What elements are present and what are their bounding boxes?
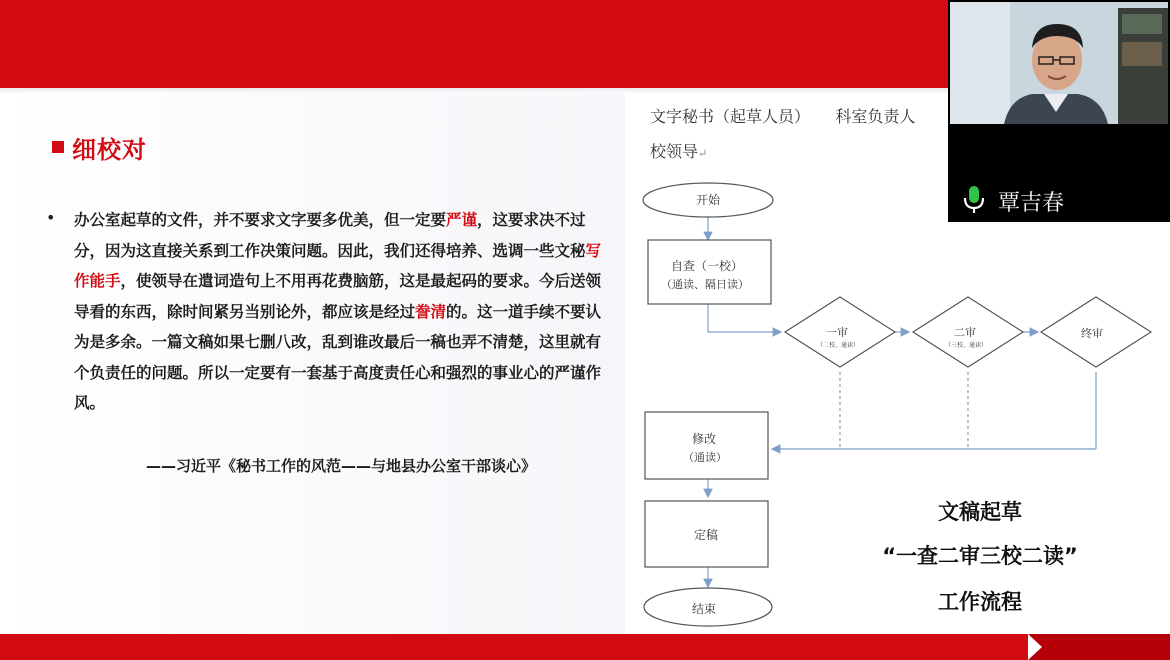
microphone-icon[interactable] (960, 184, 988, 214)
self-check-label: 自查（一校） (671, 259, 744, 273)
self-check-sublabel: （通读、隔日读） (661, 278, 749, 291)
video-feed (950, 2, 1168, 124)
review2-label: 二审 (954, 326, 976, 339)
return-mark: ↵ (698, 147, 708, 160)
slide-paragraph (74, 205, 609, 419)
bottom-arrow-decoration (1028, 634, 1042, 660)
bottom-banner-notch (1030, 634, 1170, 660)
caption-line-1: 文稿起草 (938, 500, 1022, 524)
section-title: 细校对 (72, 136, 147, 164)
highlight-text: 誊清 (415, 302, 447, 321)
flow-header-leader-text: 校领导 (650, 142, 699, 161)
caption-line-3: 工作流程 (938, 590, 1022, 614)
flow-header-roles: 文字秘书（起草人员） 科室负责人 (650, 107, 916, 126)
end-label: 结束 (692, 602, 717, 616)
quote-attribution: ——习近平《秘书工作的风范——与地县办公室干部谈心》 (146, 457, 537, 475)
finalize-label: 定稿 (694, 528, 719, 542)
review1-sublabel: （二校、通读） (817, 342, 860, 349)
highlight-text: 严谨 (446, 211, 478, 229)
review2-sublabel: （三校、通读） (945, 342, 988, 349)
review1-label: 一审 (826, 326, 848, 339)
bottom-red-banner (0, 634, 1170, 660)
speaker-video-image (950, 2, 1168, 124)
speaker-name: 覃吉春 (998, 191, 1065, 216)
revise-sublabel: （通读） (683, 451, 727, 464)
paragraph-text: ，使领导在遣词造句上不用再花费脑筋，这是最起码的要求。今后送领导看的东西，除时间紧另当别论外，都应该是经过 (74, 272, 602, 321)
paragraph-text: ，这要求决不过分，因为这直接关系到工作决策问题。因此，我们还得培养、选调一些文秘 (74, 211, 586, 260)
paragraph-bullet: • (46, 208, 56, 227)
revise-label: 修改 (692, 432, 717, 446)
heading-bullet-square (52, 141, 64, 153)
start-label: 开始 (696, 193, 721, 207)
caption-line-2: “一查二审三校二读” (882, 544, 1078, 568)
highlight-text: 写作能手 (74, 241, 602, 290)
paragraph-text: 的。这一道手续不要认为是多余。一篇文稿如果七删八改，乱到谁改最后一稿也弄不清楚，这里就有个负责任的问题。所以一定要有一套基于高度责任心和强烈的事业心的严谨作风。 (74, 302, 602, 412)
paragraph-text: 办公室起草的文件，并不要求文字要多优美，但一定要 (74, 211, 447, 229)
final-review-label: 终审 (1081, 327, 1103, 340)
